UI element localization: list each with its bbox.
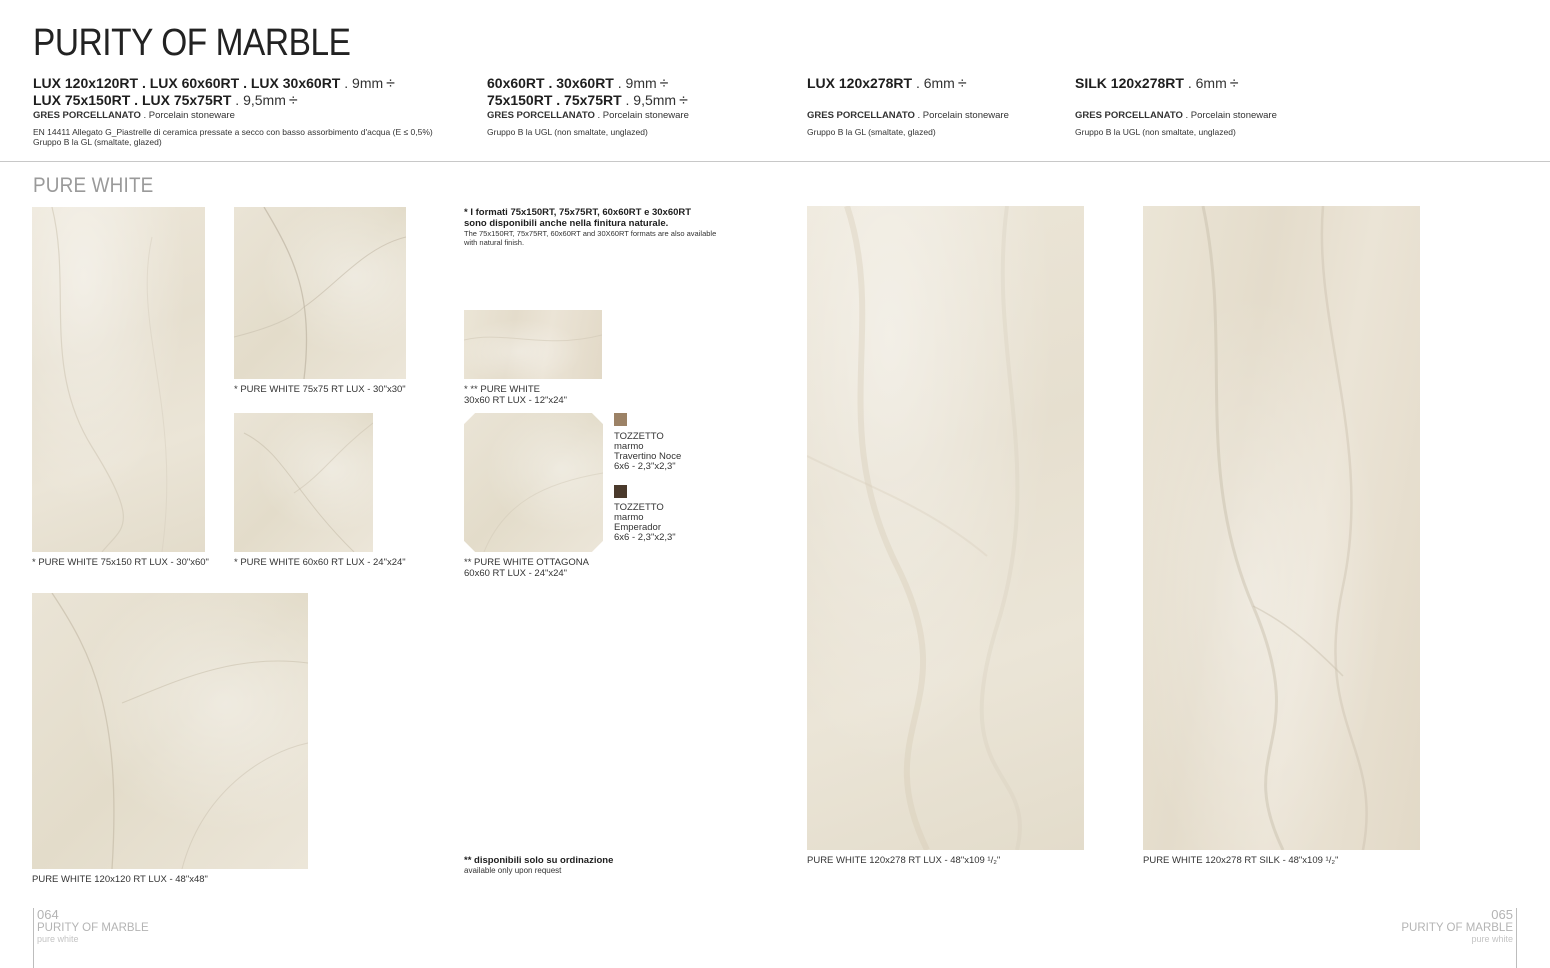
spec-note: Gruppo B la GL (smaltate, glazed)	[33, 137, 162, 147]
material-name: GRES PORCELLANATO	[1075, 110, 1183, 121]
material-name: GRES PORCELLANATO	[33, 110, 141, 121]
page-number: 065	[1491, 907, 1513, 922]
tile-caption: * PURE WHITE 75x150 RT LUX - 30"x60"	[32, 557, 209, 568]
tile-image-120x278-silk	[1143, 206, 1420, 850]
material-desc: . Porcelain stoneware	[140, 110, 235, 121]
tile-image-60x60	[234, 413, 373, 552]
spec-formats: 60x60RT . 30x60RT	[487, 75, 614, 91]
tozzetto-name: TOZZETTO	[614, 431, 664, 442]
tile-caption: PURE WHITE 120x278 RT LUX - 48"x109 ¹/₂"	[807, 855, 1001, 866]
tozzetto-variety: Emperador	[614, 522, 661, 533]
tile-caption: 30x60 RT LUX - 12"x24"	[464, 395, 568, 406]
note-english: with natural finish.	[464, 238, 525, 247]
material-line	[487, 110, 689, 121]
tile-caption: PURE WHITE 120x120 RT LUX - 48"x48"	[32, 874, 208, 885]
spec-thickness: . 6mm	[912, 75, 955, 91]
tile-caption: * ** PURE WHITE	[464, 384, 541, 395]
spec-column-3	[807, 75, 1009, 137]
note-bold: * I formati 75x150RT, 75x75RT, 60x60RT e 30x60RT	[464, 207, 692, 218]
material-name: GRES PORCELLANATO	[807, 110, 915, 121]
material-desc: . Porcelain stoneware	[1182, 110, 1277, 121]
material-line	[33, 110, 433, 121]
natural-finish-note	[464, 207, 716, 247]
footer-collection: PURITY OF MARBLE	[1401, 922, 1513, 934]
tile-image-120x278-lux	[807, 206, 1084, 850]
spec-note: Gruppo B la UGL (non smaltate, unglazed)	[1075, 127, 1236, 137]
spec-line	[33, 92, 433, 109]
tile-caption: * PURE WHITE 75x75 RT LUX - 30"x30"	[234, 384, 406, 395]
spec-thickness: . 9mm	[613, 75, 657, 91]
spec-line	[487, 75, 689, 92]
note-english: The 75x150RT, 75x75RT, 60x60RT and 30X60RT formats are also available	[464, 229, 717, 238]
footer-left	[37, 907, 149, 944]
order-note	[464, 855, 613, 876]
tile-image-75x75	[234, 207, 406, 379]
note-bold: sono disponibili anche nella finitura naturale.	[464, 218, 669, 229]
footer-rule-right	[1516, 908, 1517, 968]
spec-thickness: . 9,5mm	[231, 92, 286, 108]
thickness-icon: ÷	[659, 75, 669, 92]
tozzetto-material: marmo	[614, 512, 644, 523]
spec-formats: LUX 120x278RT	[807, 75, 913, 91]
spec-note: Gruppo B la UGL (non smaltate, unglazed)	[487, 127, 648, 137]
tile-caption: ** PURE WHITE OTTAGONA	[464, 557, 589, 568]
spec-line	[1075, 75, 1277, 92]
footer-variant: pure white	[37, 934, 79, 944]
spec-formats: 75x150RT . 75x75RT	[487, 92, 622, 108]
thickness-icon: ÷	[957, 75, 967, 92]
tile-image-30x60	[464, 310, 602, 379]
section-title: PURE WHITE	[33, 174, 154, 197]
spec-note: EN 14411 Allegato G_Piastrelle di ceramica pressate a secco con basso assorbimento d'acqua (E ≤ 0,5%)	[33, 127, 433, 137]
spec-thickness: . 9,5mm	[621, 92, 677, 108]
thickness-icon: ÷	[679, 92, 688, 109]
material-line	[1075, 110, 1277, 121]
page-number: 064	[37, 907, 59, 922]
spec-thickness: . 9mm	[340, 75, 384, 91]
tile-image-octagon	[464, 413, 603, 552]
tile-image-75x150	[32, 207, 205, 552]
spec-line	[33, 75, 433, 92]
footer-right	[1401, 907, 1513, 944]
spec-thickness: . 6mm	[1183, 75, 1227, 91]
tile-caption: 60x60 RT LUX - 24"x24"	[464, 568, 568, 579]
tozzetto-material: marmo	[614, 441, 644, 452]
thickness-icon: ÷	[386, 75, 395, 92]
tozzetto-size: 6x6 - 2,3"x2,3"	[614, 532, 676, 543]
spec-line	[487, 92, 689, 109]
spec-column-2	[487, 75, 689, 137]
spec-formats: SILK 120x278RT	[1075, 75, 1184, 91]
note-english: available only upon request	[464, 866, 562, 875]
header-divider	[0, 161, 1550, 162]
thickness-icon: ÷	[1229, 75, 1239, 92]
tozzetto-swatch-travertino	[614, 413, 627, 426]
tozzetto-name: TOZZETTO	[614, 502, 664, 513]
tozzetto-variety: Travertino Noce	[614, 451, 682, 462]
spec-formats: LUX 75x150RT . LUX 75x75RT	[33, 92, 232, 108]
footer-rule-left	[33, 908, 34, 968]
page-title: PURITY OF MARBLE	[33, 22, 351, 64]
tile-caption: * PURE WHITE 60x60 RT LUX - 24"x24"	[234, 557, 406, 568]
material-desc: . Porcelain stoneware	[914, 110, 1009, 121]
note-bold: ** disponibili solo su ordinazione	[464, 855, 614, 866]
material-name: GRES PORCELLANATO	[487, 110, 595, 121]
tile-caption: PURE WHITE 120x278 RT SILK - 48"x109 ¹/₂"	[1143, 855, 1339, 866]
footer-collection: PURITY OF MARBLE	[37, 922, 149, 934]
material-line	[807, 110, 1009, 121]
thickness-icon: ÷	[288, 92, 298, 109]
footer-variant: pure white	[1471, 934, 1513, 944]
spec-column-1	[33, 75, 433, 147]
tile-image-120x120	[32, 593, 308, 869]
tozzetto-label	[614, 503, 676, 543]
tozzetto-size: 6x6 - 2,3"x2,3"	[614, 461, 676, 472]
material-desc: . Porcelain stoneware	[594, 110, 689, 121]
tozzetto-label	[614, 432, 681, 472]
spec-note: Gruppo B la GL (smaltate, glazed)	[807, 127, 936, 137]
spec-line	[807, 75, 1009, 92]
spec-column-4	[1075, 75, 1277, 137]
tozzetto-swatch-emperador	[614, 485, 627, 498]
spec-formats: LUX 120x120RT . LUX 60x60RT . LUX 30x60RT	[33, 75, 341, 91]
